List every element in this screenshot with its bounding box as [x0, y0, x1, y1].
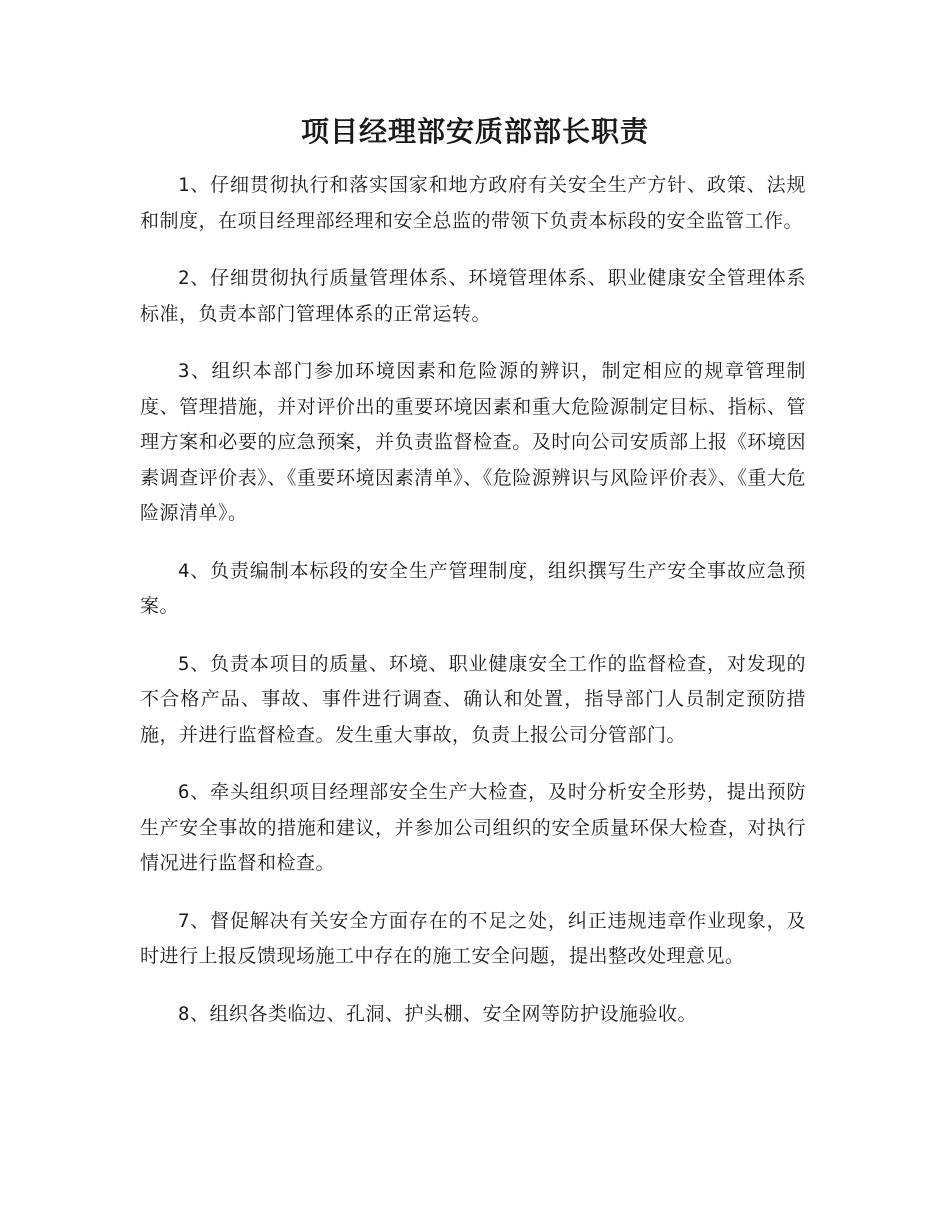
paragraph-8: 8、组织各类临边、孔洞、护头棚、安全网等防护设施验收。: [178, 1002, 697, 1025]
paragraph-7: 7、督促解决有关安全方面存在的不足之处，纠正违规违章作业现象，及时进行上报反馈现场施工中存在的施工安全问题，提出整改处理意见。: [140, 909, 806, 967]
paragraph-5: 5、负责本项目的质量、环境、职业健康安全工作的监督检查，对发现的不合格产品、事故、事件进行调查、确认和处置，指导部门人员制定预防措施，并进行监督检查。发生重大事故，负责上报公司分管部门。: [140, 652, 806, 746]
paragraph-2: 2、仔细贯彻执行质量管理体系、环境管理体系、职业健康安全管理体系标准，负责本部门管理体系的正常运转。: [140, 267, 806, 325]
paragraph-4: 4、负责编制本标段的安全生产管理制度，组织撰写生产安全事故应急预案。: [140, 559, 806, 617]
paragraph-3: 3、组织本部门参加环境因素和危险源的辨识，制定相应的规章管理制度、管理措施，并对评价出的重要环境因素和重大危险源制定目标、指标、管理方案和必要的应急预案，并负责监督检查。及时向公司安质部上报《环境因素调查评价表》、《重要环境因素清单》、《危险源辨识与风险评价表》、《重大危险源清单》。: [140, 360, 806, 524]
paragraph-6: 6、牵头组织项目经理部安全生产大检查，及时分析安全形势，提出预防生产安全事故的措施和建议，并参加公司组织的安全质量环保大检查，对执行情况进行监督和检查。: [140, 781, 806, 874]
document-title: 项目经理部安质部部长职责: [300, 115, 649, 148]
paragraph-1: 1、仔细贯彻执行和落实国家和地方政府有关安全生产方针、政策、法规和制度，在项目经理部经理和安全总监的带领下负责本标段的安全监管工作。: [140, 174, 806, 232]
document-body: [140, 168, 806, 1054]
